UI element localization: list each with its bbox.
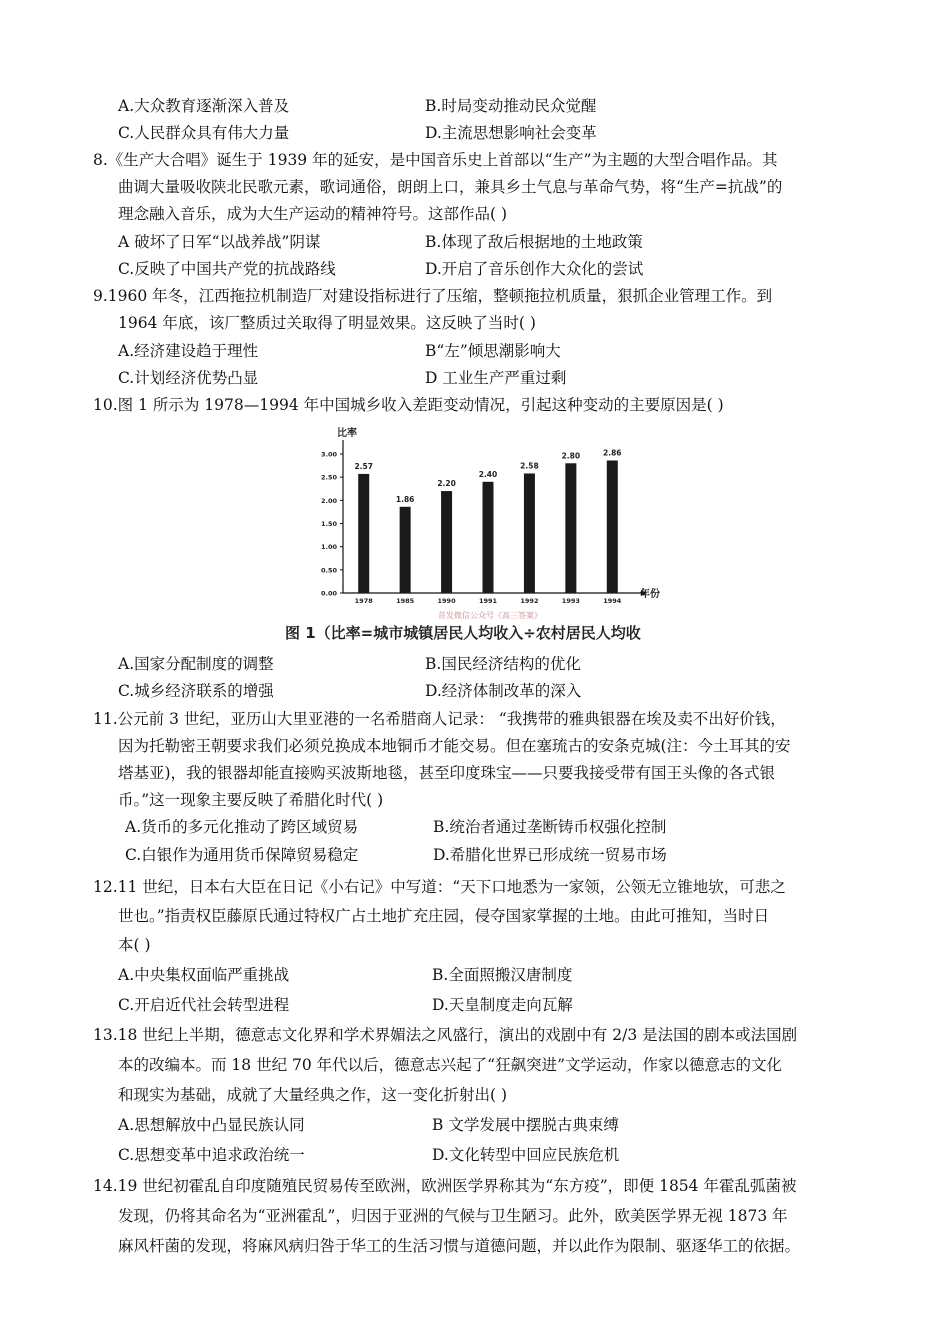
q14-stem-line-1: 14.19 世纪初霍乱自印度随殖民贸易传至欧洲，欧洲医学界称其为“东方疫”，即便 1854 年霍乱弧菌被 [93, 1177, 797, 1195]
x-tick-label: 1978 [354, 597, 373, 605]
q9-option-a: A.经济建设趋于理性 [118, 342, 259, 360]
q13-stem-line-2: 本的改编本。而 18 世纪 70 年代以后，德意志兴起了“狂飙突进”文学运动，作家以德意志的文化 [118, 1056, 783, 1074]
q8-option-c: C.反映了中国共产党的抗战路线 [118, 260, 336, 278]
x-tick-label: 1992 [520, 597, 539, 605]
q12-option-c: C.开启近代社会转型进程 [118, 996, 290, 1014]
q8-stem-line-1: 8.《生产大合唱》诞生于 1939 年的延安，是中国音乐史上首部以“生产”为主题的大型合唱作品。其 [93, 151, 778, 169]
bar-value-label: 2.40 [478, 469, 498, 479]
y-tick-label: 1.50 [320, 520, 337, 528]
q12-option-a: A.中央集权面临严重挑战 [118, 966, 290, 984]
x-tick-label: 1991 [478, 597, 498, 605]
bar-1985 [400, 507, 411, 593]
bar-1978 [358, 474, 369, 593]
q7-option-a: A.大众教育逐渐深入普及 [118, 97, 290, 115]
q9-option-d: D 工业生产严重过剩 [425, 369, 567, 387]
q10-option-b: B.国民经济结构的优化 [425, 655, 581, 673]
q8-stem-line-3: 理念融入音乐，成为大生产运动的精神符号。这部作品( ) [118, 205, 508, 223]
y-tick-label: 3.00 [320, 450, 337, 459]
q7-option-c: C.人民群众具有伟大力量 [118, 124, 290, 142]
bar-1992 [524, 473, 535, 593]
q10-option-d: D.经济体制改革的深入 [425, 682, 582, 700]
q9-stem-line-1: 9.1960 年冬，江西拖拉机制造厂对建设指标进行了压缩，整顿拖拉机质量，狠抓企业管理工作。到 [93, 287, 773, 305]
x-tick-label: 1994 [603, 597, 622, 605]
q11-option-d: D.希腊化世界已形成统一贸易市场 [433, 846, 667, 864]
figure-1-chart [285, 418, 670, 644]
bar-1993 [565, 463, 576, 593]
q8-option-d: D.开启了音乐创作大众化的尝试 [425, 260, 644, 278]
bar-value-label: 2.57 [354, 461, 373, 471]
q12-option-d: D.天皇制度走向瓦解 [432, 996, 573, 1014]
q13-option-d: D.文化转型中回应民族危机 [432, 1146, 620, 1164]
q14-stem-line-2: 发现，仍将其命名为“亚洲霍乱”，归因于亚洲的气候与卫生陋习。此外，欧美医学界无视 1873 年 [118, 1207, 788, 1225]
q13-stem-line-1: 13.18 世纪上半期，德意志文化界和学术界媚法之风盛行，演出的戏剧中有 2/3 是法国的剧本或法国剧 [93, 1026, 798, 1044]
q14-stem-line-3: 麻风杆菌的发现，将麻风病归咎于华工的生活习惯与道德问题，并以此作为限制、驱逐华工的依据。 [118, 1237, 801, 1255]
q10-option-c: C.城乡经济联系的增强 [118, 682, 274, 700]
q11-stem-line-1: 11.公元前 3 世纪，亚历山大里亚港的一名希腊商人记录： “我携带的雅典银器在埃及卖不出好价钱， [93, 710, 786, 728]
q9-option-c: C.计划经济优势凸显 [118, 369, 259, 387]
bar-1991 [483, 482, 494, 593]
y-tick-label: 1.00 [320, 543, 337, 552]
bar-value-label: 2.58 [520, 461, 539, 471]
q11-option-a: A.货币的多元化推动了跨区域贸易 [125, 818, 359, 836]
q11-stem-line-3: 塔基亚)，我的银器却能直接购买波斯地毯，甚至印度珠宝——只要我接受带有国王头像的各式银 [118, 764, 776, 782]
figure-1-caption: 图 1（比率=城市城镇居民人均收入÷农村居民人均收 [285, 624, 641, 642]
q10-option-a: A.国家分配制度的调整 [118, 655, 274, 673]
q11-option-c: C.白银作为通用货币保障贸易稳定 [125, 846, 359, 864]
watermark-text: 首发微信公众号《高三答案》 [438, 611, 542, 620]
q13-option-a: A.思想解放中凸显民族认同 [118, 1116, 305, 1134]
q11-stem-line-4: 币。”这一现象主要反映了希腊化时代( ) [118, 791, 384, 809]
bar-value-label: 2.80 [561, 451, 581, 461]
q9-stem-line-2: 1964 年底，该厂整质过关取得了明显效果。这反映了当时( ) [118, 314, 536, 332]
y-tick-label: 0.00 [320, 589, 337, 598]
q10-stem-line-1: 10.图 1 所示为 1978—1994 年中国城乡收入差距变动情况，引起这种变动的主要原因是( ) [93, 396, 724, 414]
q11-stem-line-2: 因为托勒密王朝要求我们必须兑换成本地铜币才能交易。但在塞琉古的安条克城(注：今土耳其的安 [118, 737, 791, 755]
q12-option-b: B.全面照搬汉唐制度 [432, 966, 573, 984]
q7-option-d: D.主流思想影响社会变革 [425, 124, 597, 142]
q8-option-a: A 破坏了日军“以战养战”阴谋 [118, 233, 321, 251]
x-tick-label: 1985 [396, 597, 415, 605]
x-tick-label: 1990 [437, 597, 456, 605]
q13-option-b: B 文学发展中摆脱古典束缚 [432, 1116, 619, 1134]
bar-value-label: 2.20 [437, 479, 456, 489]
q11-option-b: B.统治者通过垄断铸币权强化控制 [433, 818, 667, 836]
bar-1990 [441, 491, 452, 593]
bar-value-label: 1.86 [395, 494, 415, 504]
x-axis-label: 年份 [640, 589, 660, 600]
q8-option-b: B.体现了敌后根据地的土地政策 [425, 233, 643, 251]
q12-stem-line-3: 本( ) [118, 936, 151, 954]
y-tick-label: 2.00 [320, 496, 337, 505]
q12-stem-line-2: 世也。”指责权臣藤原氏通过特权广占土地扩充庄园，侵夺国家掌握的土地。由此可推知，当时日 [118, 907, 770, 925]
bar-value-label: 2.86 [603, 448, 622, 458]
q13-stem-line-3: 和现实为基础，成就了大量经典之作，这一变化折射出( ) [118, 1086, 508, 1104]
q9-option-b: B“左”倾思潮影响大 [425, 342, 561, 360]
y-tick-label: 0.50 [320, 566, 337, 575]
q12-stem-line-1: 12.11 世纪，日本右大臣在日记《小右记》中写道：“天下口地悉为一家领，公领无立锥地欤，可悲之 [93, 878, 786, 896]
q8-stem-line-2: 曲调大量吸收陕北民歌元素，歌词通俗，朗朗上口，兼具乡土气息与革命气势，将“生产=抗战”的 [118, 178, 783, 196]
q7-option-b: B.时局变动推动民众觉醒 [425, 97, 597, 115]
q13-option-c: C.思想变革中追求政治统一 [118, 1146, 305, 1164]
y-tick-label: 2.50 [320, 473, 337, 482]
x-tick-label: 1993 [561, 597, 580, 605]
bar-1994 [607, 460, 618, 593]
y-axis-label: 比率 [337, 428, 357, 439]
